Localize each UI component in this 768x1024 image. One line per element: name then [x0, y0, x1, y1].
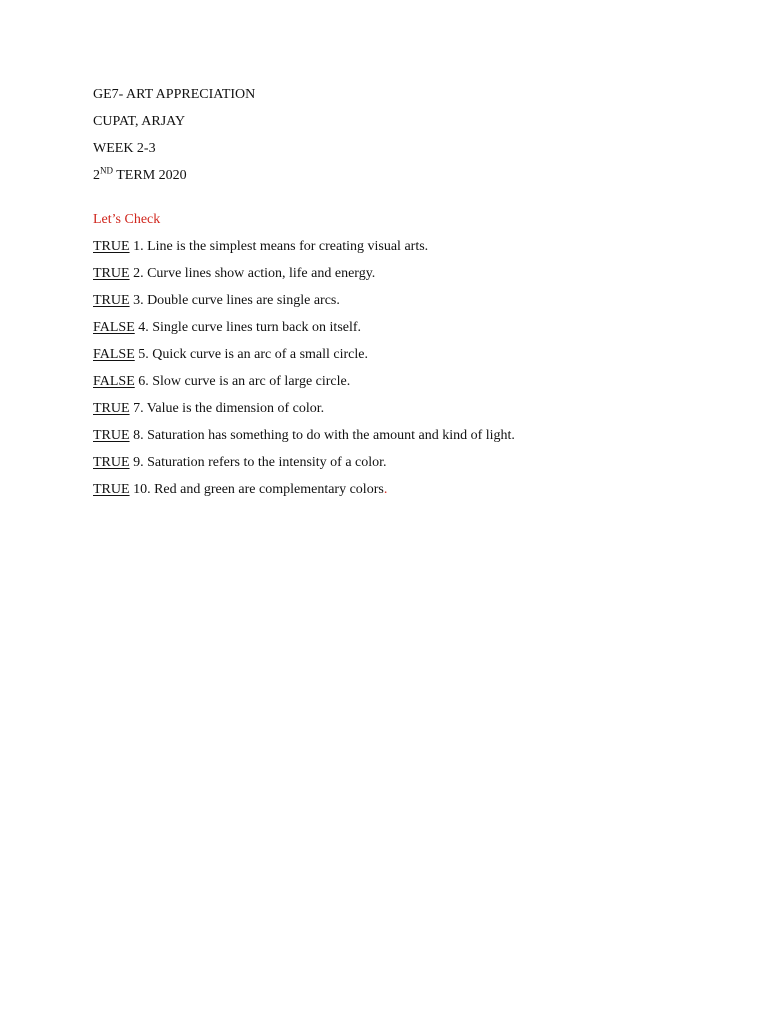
answer-label: FALSE [93, 374, 135, 389]
answer-label: TRUE [93, 401, 130, 416]
answer-label: FALSE [93, 320, 135, 335]
list-item [93, 427, 733, 445]
statement-text: 3. Double curve lines are single arcs. [129, 293, 340, 308]
term-suffix: ND [100, 165, 113, 176]
statement-text: 6. Slow curve is an arc of large circle. [134, 374, 351, 389]
statement-text: 8. Saturation has something to do with the amount and kind of light. [129, 428, 515, 443]
spacer [93, 194, 733, 211]
list-item [93, 292, 733, 310]
statement-text: 2. Curve lines show action, life and energy. [129, 266, 376, 281]
list-item [93, 481, 733, 499]
list-item [93, 346, 733, 364]
student-name: CUPAT, ARJAY [93, 114, 186, 129]
statement-text: 7. Value is the dimension of color. [129, 401, 325, 416]
course-title: GE7- ART APPRECIATION [93, 87, 256, 102]
statement-text: 10. Red and green are complementary colors [129, 482, 384, 497]
term-number: 2 [93, 168, 100, 183]
list-item [93, 319, 733, 337]
list-item [93, 238, 733, 256]
list-item [93, 454, 733, 472]
list-item [93, 265, 733, 283]
section-title: Let’s Check [93, 212, 161, 227]
list-item [93, 373, 733, 391]
statement-text: 4. Single curve lines turn back on itself. [134, 320, 362, 335]
statement-text: 9. Saturation refers to the intensity of a color. [129, 455, 387, 470]
term-label [93, 167, 733, 185]
statement-text: 1. Line is the simplest means for creating visual arts. [129, 239, 429, 254]
document-page [93, 86, 733, 508]
answer-label: TRUE [93, 428, 130, 443]
answer-label: TRUE [93, 293, 130, 308]
week-label: WEEK 2-3 [93, 141, 156, 156]
statement-text: 5. Quick curve is an arc of a small circle. [134, 347, 368, 362]
list-item [93, 400, 733, 418]
answer-label: FALSE [93, 347, 135, 362]
answer-label: TRUE [93, 239, 130, 254]
statement-tail: . [383, 482, 388, 497]
answer-label: TRUE [93, 266, 130, 281]
term-rest: TERM 2020 [113, 168, 187, 183]
answer-label: TRUE [93, 482, 130, 497]
answer-label: TRUE [93, 455, 130, 470]
